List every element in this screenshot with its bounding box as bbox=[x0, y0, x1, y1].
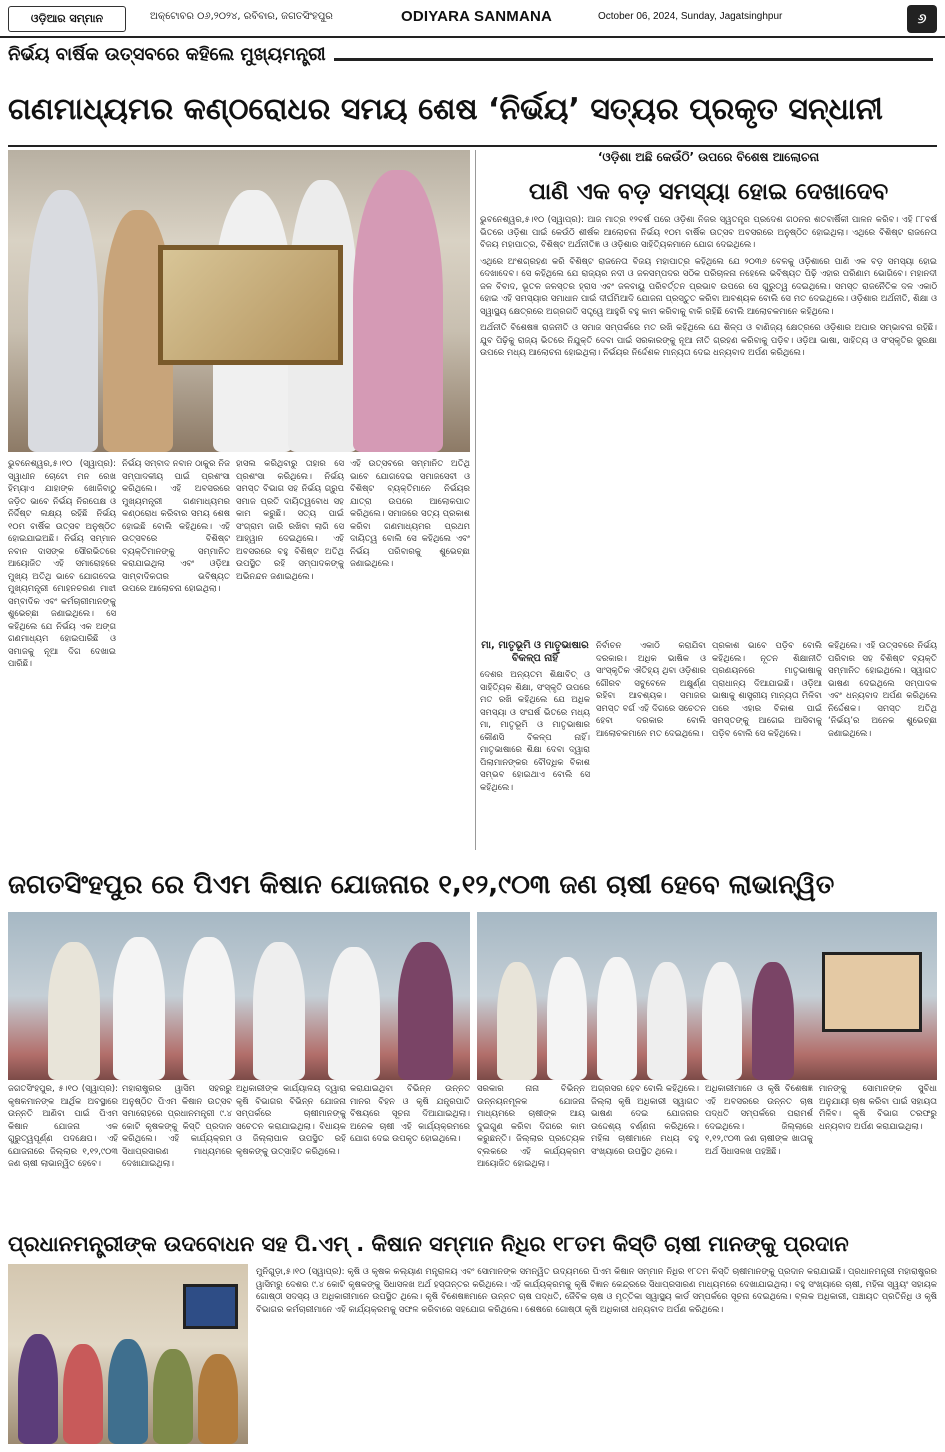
person-figure bbox=[597, 957, 637, 1080]
story4-column: ଅଗ୍ରସର ହେବ ବୋଲି କହିଥିଲେ। ଜିଲ୍ଲା କୃଷି ଅଧିକାରୀ ସ୍ୱାଗତ ଭାଷଣ ଦେଇ ଯୋଜନାର ଉଦ୍ଦେଶ୍ୟ ବର୍ଣ୍ଣନା କରିଥିଲେ। ମହିଳା ଚାଷୀମାନେ ମଧ୍ୟ ବହୁ ସଂଖ୍ୟାରେ ଉପସ୍ଥିତ ଥିଲେ। bbox=[591, 1084, 699, 1157]
person-figure bbox=[153, 1349, 193, 1444]
story3-column: ପ୍ରକାଶ ଭାବେ ପଡ଼ିବ ବୋଲି କହିଥିଲେ। ନୂତନ ଶିକ୍ଷାନୀତି ପ୍ରଣୟନରେ ମାତୃଭାଷାକୁ ପ୍ରାଧାନ୍ୟ ଦିଆଯାଇଛି। ଓଡ଼ିଆ ଭାଷାକୁ ଶାସ୍ତ୍ରୀୟ ମାନ୍ୟତା ମିଳିବା ପରେ ଏହାର ବିକାଶ ପାଇଁ ସମସ୍ତଙ୍କୁ ଆଗେଇ ଆସିବାକୁ ପଡ଼ିବ ବୋଲି ସେ କହିଥିଲେ। bbox=[712, 641, 822, 739]
person-figure bbox=[328, 947, 380, 1080]
story4-column: ସରକାର ନାନା ବିଭିନ୍ନ ଉନ୍ନୟନମୂଳକ ଯୋଜନା ମାଧ୍ୟମରେ ଚାଷୀଙ୍କ ଆୟ ଦୁଇଗୁଣ କରିବା ଦିଗରେ କାମ କରୁଛନ୍ତି। ଜିଲ୍ଲାର ପ୍ରତ୍ୟେକ ବ୍ଲକରେ ଏହି କାର୍ଯ୍ୟକ୍ରମ ଆୟୋଜିତ ହୋଇଥିଲା। bbox=[477, 1084, 585, 1169]
person-figure bbox=[28, 190, 98, 452]
story3-text: ଦେଶର ଅନ୍ୟତମ ଶିକ୍ଷାବିତ୍ ଓ ସାହିତ୍ୟିକ ଶିକ୍ଷା, ସଂସ୍କୃତି ଉପରେ ମତ ରଖି କହିଥିଲେ ଯେ ଅଧିକ ସମସ୍ୟା ଓ ସଂଘର୍ଷ ଭିତରେ ମଧ୍ୟ ମା, ମାତୃଭୂମି ଓ ମାତୃଭାଷାର କୌଣସି ବିକଳ୍ପ ନାହିଁ। ମାତୃଭାଷାରେ ଶିକ୍ଷା ଦେବା ଦ୍ୱାରା ପିଲାମାନଙ୍କର ବୌଦ୍ଧିକ ବିକାଶ ସମ୍ଭବ ହୋଇଥାଏ ବୋଲି ସେ କହିଥିଲେ। bbox=[480, 670, 590, 793]
newspaper-title: ODIYARA SANMANA bbox=[401, 8, 553, 25]
story4-column: ଅଧିକାରୀମାନେ ଓ କୃଷି ବିଶେଷଜ୍ଞ ଏହି ଅବସରରେ ଉନ୍ନତ ଚାଷ ପଦ୍ଧତି ସମ୍ପର୍କରେ ପରାମର୍ଶ ଦେଇଥିଲେ। ଜିଲ୍ଲାରେ ୧,୧୨,୯୦୩ ଜଣ ଚାଷୀଙ୍କ ଖାତାକୁ ଅର୍ଥ ସିଧାସଳଖ ପହଞ୍ଚିଛି। bbox=[705, 1084, 813, 1157]
kisan-stage-photo-left bbox=[8, 912, 470, 1080]
story3-column: ନିର୍ବାଚନ ଏକାଠି କରାଯିବା ଦରକାର। ଅଧିକ ଭାଷିକ ଓ ସାଂସ୍କୃତିକ ଐତିହ୍ୟ ଥିବା ଓଡ଼ିଶାର ଗୌରବ ସବୁବେଳେ ଅକ୍ଷୁର୍ଣ୍ଣ ରହିବା ଆବଶ୍ୟକ। ସମାଜର ସମସ୍ତ ବର୍ଗ ଏହି ଦିଗରେ ସଚେତନ ହେବା ଦରକାର ବୋଲି ଆଲୋଚକମାନେ ମତ ଦେଇଥିଲେ। bbox=[596, 641, 706, 739]
dateline-english: October 06, 2024, Sunday, Jagatsinghpur bbox=[598, 11, 783, 22]
painting-frame bbox=[158, 245, 343, 365]
dateline-odia: ଅକ୍ଟୋବର ୦୬,୨୦୨୪, ରବିବାର, ଜଗତସିଂହପୁର bbox=[150, 11, 333, 22]
story4-column: କରାଯାଇଥିବା ବିଭିନ୍ନ ଉନ୍ନତ ମାନର ବିହନ ଓ କୃଷି ଯନ୍ତ୍ରପାତି ବିଷୟରେ ସୂଚନା ଦିଆଯାଇଥିଲା। ଅନେକ ଚାଷୀ ଏହି କାର୍ଯ୍ୟକ୍ରମରେ ଯୋଗ ଦେଇ ଉପକୃତ ହୋଇଥିଲେ। bbox=[350, 1084, 470, 1144]
story4-headline: ଜଗତସିଂହପୁର ରେ ପିଏମ କିଷାନ ଯୋଜନାର ୧,୧୨,୯୦୩ ଜଣ ଚାଷୀ ହେବେ ଲାଭାନ୍ୱିତ bbox=[8, 870, 835, 900]
column-divider bbox=[475, 150, 476, 850]
story1-column: ହାସଲ କରିଥିବାରୁ ତାହାର ସେ ପ୍ରଶଂସା କରିଥିଲେ। ନିର୍ଭୟ ସମସ୍ତ ବିଭାଗ ସହ ନିର୍ଭୟ ଗ୍ରୁପ ସମାଜ ପ୍ରତି ଦାୟିତ୍ୱବୋଧ ସହ କାମ କରୁଛି। ସତ୍ୟ ପାଇଁ ସଂଗ୍ରାମ ଜାରି ରଖିବା ଲାଗି ସେ ଆହ୍ୱାନ ଦେଇଥିଲେ। ଏହି ଅବସରରେ ବହୁ ବିଶିଷ୍ଟ ଅତିଥି ଉପସ୍ଥିତ ରହି ସମ୍ପାଦକଙ୍କୁ ଅଭିନନ୍ଦନ ଜଣାଇଥିଲେ। bbox=[236, 459, 344, 582]
person-figure bbox=[183, 937, 235, 1080]
tv-screen bbox=[183, 1284, 238, 1329]
story2-paragraph: ଅର୍ଥନୀତି ବିଶେଷଜ୍ଞ ରାଜନୀତି ଓ ସମାଜ ସମ୍ପର୍କରେ ମତ ରଖି କହିଥିଲେ ଯେ ଶିଳ୍ପ ଓ ବାଣିଜ୍ୟ କ୍ଷେତ୍ରରେ ଓଡ଼ିଶାର ଅପାର ସମ୍ଭାବନା ରହିଛି। ଯୁବ ପିଢ଼ିକୁ ରାଜ୍ୟ ଭିତରେ ନିଯୁକ୍ତି ଦେବା ପାଇଁ ସରକାରଙ୍କୁ ନୂଆ ନୀତି ଗ୍ରହଣ କରିବାକୁ ପଡ଼ିବ। ଓଡ଼ିଆ ଭାଷା, ସାହିତ୍ୟ ଓ ସଂସ୍କୃତିର ସୁରକ୍ଷା ଉପରେ ମଧ୍ୟ ଆଲୋଚନା ହୋଇଥିଲା। ନିର୍ଭୟର ନିର୍ଦ୍ଦେଶକ ମାନ୍ୟତା ଦେଇ ଧନ୍ୟବାଦ ଅର୍ପଣ କରିଥିଲେ। bbox=[480, 323, 937, 358]
person-figure bbox=[48, 942, 100, 1080]
story1-column: ଏହି ଉତ୍ସବରେ ସମ୍ମାନିତ ଅତିଥି ଭାବେ ଯୋଗଦେଇ ସମାଜସେବୀ ଓ ବିଶିଷ୍ଟ ବ୍ୟକ୍ତିମାନେ ନିର୍ଭୟର ଯାତ୍ରା ଉପରେ ଆଲୋକପାତ କରିଥିଲେ। ସମାଜରେ ସତ୍ୟ ପ୍ରକାଶ କରିବା ଗଣମାଧ୍ୟମର ପ୍ରଥମ ଦାୟିତ୍ୱ ବୋଲି ସେ କହିଥିଲେ ଏବଂ ନିର୍ଭୟ ପରିବାରକୁ ଶୁଭେଚ୍ଛା ଜଣାଇଥିଲେ। bbox=[350, 459, 470, 569]
story3-column bbox=[480, 640, 590, 854]
story4-column: ମହାରାଷ୍ଟ୍ରର ୱାସିମ ସହରରୁ ଅନୁଷ୍ଠିତ ପିଏମ କିଷାନ ଉତ୍ସବ ସମାରୋହରେ ପ୍ରଧାନମନ୍ତ୍ରୀ ୯.୪ କୋଟି କୃଷକଙ୍କୁ କିସ୍ତି ପ୍ରଦାନ କରିଥିଲେ। ଏହି କାର୍ଯ୍ୟକ୍ରମ ସିଧାପ୍ରସାରଣ ମାଧ୍ୟମରେ ଦେଖାଯାଇଥିଲା। bbox=[122, 1084, 232, 1169]
festival-award-photo bbox=[8, 150, 470, 452]
farmers-gathering-photo bbox=[8, 1264, 248, 1444]
person-figure bbox=[353, 170, 443, 452]
person-figure bbox=[198, 1354, 238, 1444]
person-figure bbox=[63, 1344, 103, 1444]
person-figure bbox=[108, 1339, 148, 1444]
story4-column: ଅଧିକାରୀଙ୍କ କାର୍ଯ୍ୟାଳୟ ଦ୍ୱାରା କୃଷି ବିଭାଗର ବିଭିନ୍ନ ଯୋଜନା ସମ୍ପର୍କରେ ଚାଷୀମାନଙ୍କୁ ସଚେତନ କରାଯାଇଥିଲା। ବିଧାୟକ ଓ ଜିଲ୍ଲାପାଳ ଉପସ୍ଥିତ ରହି କୃଷକଙ୍କୁ ଉତ୍ସାହିତ କରିଥିଲେ। bbox=[236, 1084, 346, 1157]
person-figure bbox=[497, 962, 537, 1080]
story2-body bbox=[480, 214, 937, 632]
person-figure bbox=[18, 1334, 58, 1444]
person-figure bbox=[702, 962, 742, 1080]
person-figure bbox=[647, 962, 687, 1080]
story1-column: ନିର୍ଭୟ ସମ୍ବାଦ ନବାନ ଠାକୁର ନିଜ ସମ୍ପାଦକୀୟ ପାଇଁ ପ୍ରଶଂସା କରିଥିଲେ। ଏହି ଅବସରରେ ମୁଖ୍ୟମନ୍ତ୍ରୀ ଗଣମାଧ୍ୟମର କଣ୍ଠରୋଧ କରିବାର ସମୟ ଶେଷ ହୋଇଛି ବୋଲି କହିଥିଲେ। ଏହି ଉତ୍ସବରେ ବିଶିଷ୍ଟ ବ୍ୟକ୍ତିମାନଙ୍କୁ ସମ୍ମାନିତ କରାଯାଇଥିଲା ଏବଂ ଓଡ଼ିଆ ସାମ୍ବାଦିକତାର ଭବିଷ୍ୟତ ଉପରେ ଆଲୋଚନା ହୋଇଥିଲା। bbox=[122, 459, 230, 594]
story3-title: ମା, ମାତୃଭୂମି ଓ ମାତୃଭାଷାର ବିକଳ୍ପ ନାହିଁ bbox=[481, 640, 589, 664]
masthead bbox=[0, 0, 945, 38]
person-figure bbox=[253, 942, 305, 1080]
newspaper-logo: ଓଡ଼ିଆର ସମ୍ମାନ bbox=[8, 6, 126, 32]
divider bbox=[8, 145, 937, 147]
person-figure bbox=[113, 937, 165, 1080]
person-figure bbox=[547, 957, 587, 1080]
story4-column: ମାନଙ୍କୁ ସୋମାନଙ୍କ ସୁବିଧା ଅନୁଯାୟୀ ଚାଷ କରିବା ପାଇଁ ସହାୟତା ମିଳିବ। କୃଷି ବିଭାଗ ତରଫରୁ ଧନ୍ୟବାଦ ଅର୍ପଣ କରାଯାଇଥିଲା। bbox=[819, 1084, 937, 1132]
story5-headline: ପ୍ରଧାନମନ୍ତ୍ରୀଙ୍କ ଉଦବୋଧନ ସହ ପି.ଏମ୍ . କିଷାନ ସମ୍ମାନ ନିଧିର ୧୮ତମ କିସ୍ତି ଚାଷୀ ମାନଙ୍କୁ ପ୍ରଦାନ bbox=[8, 1232, 849, 1256]
portrait-banner bbox=[822, 952, 922, 1032]
story1-column: ଭୁବନେଶ୍ୱର,୫।୧୦ (ସ୍ୱାପ୍ର): ସ୍ୱାଧୀନ ଚୋଟୋ ମନ ରେଖ ହିମ୍ୟାଏ ଯାହାଙ୍କ ଖୋଜିବାଠୁ ଜଡ଼ିତ ଭାବେ ନିର୍ଭୟ ନିରପେକ୍ଷ ଓ ନିର୍ଦ୍ଦିଷ୍ଟ ଲକ୍ଷ୍ୟ ରହିଛି ନିର୍ଭୟ ୧୦ମ ବାର୍ଷିକ ଉତ୍ସବ ଅନୁଷ୍ଠିତ ହୋଇଯାଇଅଛି। ନିର୍ଭୟ ସମ୍ମାନ ନବାନ ଦାସଙ୍କ ସୌରଭିତରେ ଆୟୋଜିତ ଏହି ସମାରୋହରେ ମୁଖ୍ୟ ଅତିଥି ଭାବେ ଯୋଗଦେଇ ମୁଖ୍ୟମନ୍ତ୍ରୀ ମୋହନଚରଣ ମାଝୀ ସମ୍ବାଦିକ ଏବଂ କର୍ମଚାରୀମାନଙ୍କୁ ଶୁଭେଚ୍ଛା ଜଣାଇଥିଲେ। ସେ କହିଥିଲେ ଯେ ନିର୍ଭୟ ଏକ ଅଙ୍ଗ ଗଣମାଧ୍ୟମ ହୋଇପାରିଛି ଓ ସମାଜକୁ ନୂଆ ଦିଗ ଦେଖାଇ ପାରିଛି। bbox=[8, 459, 116, 669]
story2-paragraph: ଏଥିରେ ଅଂଶଗ୍ରହଣ କରି ବିଶିଷ୍ଟ ରାଜନେତା ବିଜୟ ମହାପାତ୍ର କହିଥିଲେ ଯେ ୨୦୩୬ ବେଳକୁ ଓଡ଼ିଶାରେ ପାଣି ଏକ ବଡ଼ ସମସ୍ୟା ହୋଇ ଦେଖାଦେବ। ସେ କହିଥିଲେ ଯେ ରାଜ୍ୟର ନଦୀ ଓ ଜଳସମ୍ପଦର ସଠିକ ପରିଚାଳନା ନହେଲେ ଭବିଷ୍ୟତ ପିଢ଼ି ଏହାର ପରିଣାମ ଭୋଗିବେ। ମହାନଦୀ ଜଳ ବିବାଦ, ଭୂତଳ ଜଳସ୍ତର ହ୍ରାସ ଏବଂ ଜଳବାୟୁ ପରିବର୍ତ୍ତନ ପ୍ରଭାବ ଉପରେ ସେ ଗୁରୁତ୍ୱ ଦେଇଥିଲେ। ସମସ୍ତ ରାଜନୈତିକ ଦଳ ଏକାଠି ହୋଇ ଏହି ସମସ୍ୟାର ସମାଧାନ ପାଇଁ ଦୀର୍ଘମିଆଦି ଯୋଜନା ପ୍ରସ୍ତୁତ କରିବା ଆବଶ୍ୟକ ବୋଲି ସେ ମତ ଦେଇଥିଲେ। ଓଡ଼ିଶାର ଅର୍ଥନୀତି, ଶିକ୍ଷା ଓ ସ୍ୱାସ୍ଥ୍ୟ କ୍ଷେତ୍ରରେ ଅଗ୍ରଗତି ସତ୍ତ୍ୱେ ଆହୁରି ବହୁ କାମ କରିବାକୁ ବାକି ରହିଛି ବୋଲି ଆଲୋଚକମାନେ କହିଥିଲେ। bbox=[480, 256, 937, 317]
page-number: ୬ bbox=[907, 5, 937, 33]
story4-column: ଜଗତସିଂହପୁର, ୫।୧୦ (ସ୍ୱାପ୍ର): କୃଷକମାନଙ୍କ ଆର୍ଥିକ ଅବସ୍ଥାରେ ଉନ୍ନତି ଆଣିବା ପାଇଁ ପିଏମ କିଷାନ ଯୋଜନା ଏକ ଗୁରୁତ୍ୱପୂର୍ଣ୍ଣ ପଦକ୍ଷେପ। ଏହି ଯୋଜନାରେ ଜିଲ୍ଲାର ୧,୧୨,୯୦୩ ଜଣ ଚାଷୀ ଲାଭାନ୍ୱିତ ହେବେ। bbox=[8, 1084, 118, 1169]
story2-headline: ପାଣି ଏକ ବଡ଼ ସମସ୍ୟା ହୋଇ ଦେଖାଦେବ bbox=[528, 179, 889, 205]
story3-column: କହିଥିଲେ। ଏହି ଉତ୍ସବରେ ନିର୍ଭୟ ପରିବାର ସହ ବିଶିଷ୍ଟ ବ୍ୟକ୍ତି ସମ୍ମାନିତ ହୋଇଥିଲେ। ସ୍ୱାଗତ ଭାଷଣ ଦେଇଥିଲେ ସମ୍ପାଦକ ଏବଂ ଧନ୍ୟବାଦ ଅର୍ପଣ କରିଥିଲେ ନିର୍ଦ୍ଦେଶକ। ସମସ୍ତ ଅତିଥି ‘ନିର୍ଭୟ’ର ଅନେକ ଶୁଭେଚ୍ଛା ଜଣାଇଥିଲେ। bbox=[828, 641, 937, 739]
story5-body: ମୁନିଗୁଡ଼ା,୫।୧୦ (ସ୍ୱାପ୍ର): କୃଷି ଓ କୃଷକ କଲ୍ୟାଣ ମନ୍ତ୍ରାଳୟ ଏବଂ ସୋମାନଙ୍କ ସମନ୍ୱିତ ଉଦ୍ୟମରେ ପିଏମ କିଷାନ ସମ୍ମାନ ନିଧିର ୧୮ତମ କିସ୍ତି ଚାଷୀମାନଙ୍କୁ ପ୍ରଦାନ କରାଯାଇଛି। ପ୍ରଧାନମନ୍ତ୍ରୀ ମହାରାଷ୍ଟ୍ରର ୱାସିମରୁ ଦେଶର ୯.୪ କୋଟି କୃଷକଙ୍କୁ ସିଧାସଳଖ ଅର୍ଥ ହସ୍ତାନ୍ତର କରିଥିଲେ। ଏହି କାର୍ଯ୍ୟକ୍ରମକୁ କୃଷି ବିଜ୍ଞାନ କେନ୍ଦ୍ରରେ ସିଧାପ୍ରସାରଣ ମାଧ୍ୟମରେ ଦେଖାଯାଇଥିଲା। ବହୁ ସଂଖ୍ୟାରେ ଚାଷୀ, ମହିଳା ସ୍ୱୟଂ ସହାୟକ ଗୋଷ୍ଠୀ ସଦସ୍ୟ ଓ ଅଧିକାରୀମାନେ ଉପସ୍ଥିତ ଥିଲେ। କୃଷି ବିଶେଷଜ୍ଞମାନେ ଉନ୍ନତ ଚାଷ ପଦ୍ଧତି, ଜୈବିକ ଚାଷ ଓ ମୃତ୍ତିକା ସ୍ୱାସ୍ଥ୍ୟ କାର୍ଡ ସମ୍ପର୍କରେ ସୂଚନା ଦେଇଥିଲେ। ବ୍ଲକ ଅଧିକାରୀ, ପଞ୍ଚାୟତ ପ୍ରତିନିଧି ଓ କୃଷି ବିଭାଗର କର୍ମଚାରୀମାନେ ଏହି କାର୍ଯ୍ୟକ୍ରମକୁ ସଫଳ କରିବାରେ ସହଯୋଗ କରିଥିଲେ। ଶେଷରେ ଗୋଷ୍ଠୀ କୃଷି ଅଧିକାରୀ ଧନ୍ୟବାଦ ଅର୍ପଣ କରିଥିଲେ। bbox=[256, 1267, 937, 1315]
story1-kicker-text: ନିର୍ଭୟ ବାର୍ଷିକ ଉତ୍ସବରେ କହିଲେ ମୁଖ୍ୟମନ୍ତ୍ରୀ bbox=[8, 44, 334, 65]
person-figure bbox=[398, 942, 453, 1080]
person-figure bbox=[752, 962, 794, 1080]
story1-headline: ଗଣମାଧ୍ୟମର କଣ୍ଠରୋଧର ସମୟ ଶେଷ ‘ନିର୍ଭୟ’ ସତ୍ୟର ପ୍ରକୃତ ସନ୍ଧାନୀ bbox=[8, 92, 883, 127]
story2-paragraph: ଭୁବନେଶ୍ୱର,୫।୧୦ (ସ୍ୱାପ୍ର): ଆଜ ମାତ୍ର ୧୨ବର୍ଷ ପରେ ଓଡ଼ିଶା ନିଜର ସ୍ୱତନ୍ତ୍ର ପ୍ରଦେଶ ଗଠନର ଶତବାର୍ଷିକୀ ପାଳନ କରିବ। ଏହି ୮୮ବର୍ଷ ଭିତରେ ଓଡ଼ିଶା ପାଇଁ କେଉଁଠି ଶୀର୍ଷକ ଆଲୋଚନା ନିର୍ଭୟ ୧୦ମ ବାର୍ଷିକ ଉତ୍ସବ ଅବସରରେ ଅନୁଷ୍ଠିତ ହୋଇଥିଲା। ଏଥିରେ ବିଶିଷ୍ଟ ରାଜନେତା ବିଜୟ ମହାପାତ୍ର, ବିଶିଷ୍ଟ ଅର୍ଥନୀତିଜ୍ଞ ଓ ଓଡ଼ିଶାର ସାହିତ୍ୟିକମାନେ ଯୋଗ ଦେଇଥିଲେ। bbox=[480, 215, 937, 250]
kisan-stage-photo-right bbox=[477, 912, 937, 1080]
story2-kicker: ‘ଓଡ଼ିଶା ଅଛି କେଉଁଠି’ ଉପରେ ବିଶେଷ ଆଲୋଚନା bbox=[597, 150, 820, 164]
story1-kicker bbox=[8, 44, 933, 72]
